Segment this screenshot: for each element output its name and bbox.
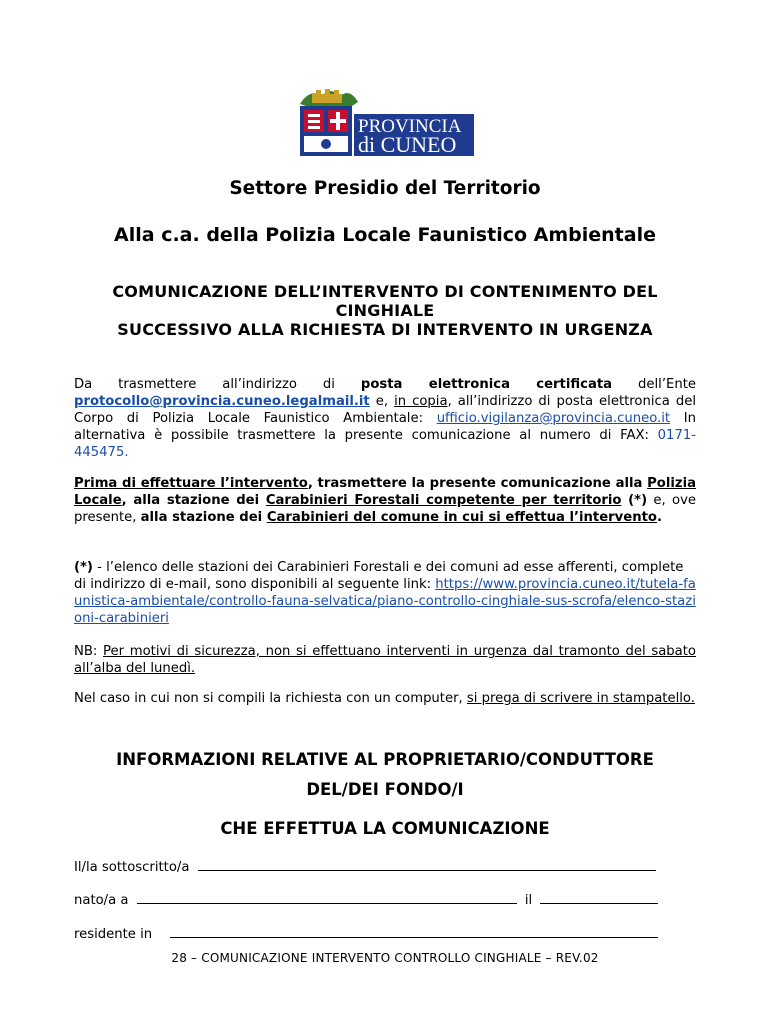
transmission-instructions: Da trasmettere all’indirizzo di posta elettronica certificata dell’Ente protocollo@provincia.cuneo.legalmail.it e, in copia, all’indirizzo di posta elettronica del Corpo di Polizia Locale Faunistico Ambientale: ufficio.vigilanza@provincia.cuneo.it In alternativa è possibile trasmettere la presente comunicazione al numero di FAX: 0171-445475. <box>74 377 697 460</box>
communication-title-line1: COMUNICAZIONE DELL’INTERVENTO DI CONTENIMENTO DEL <box>112 282 658 301</box>
coat-of-arms-icon <box>300 106 352 156</box>
residence-field-row <box>74 925 658 942</box>
signer-input-line[interactable] <box>198 858 656 871</box>
owner-info-title-line3: CHE EFFETTUA LA COMUNICAZIONE <box>220 819 550 838</box>
owner-info-title-line2: DEL/DEI FONDO/I <box>306 780 464 799</box>
born-label: nato/a a <box>74 893 129 908</box>
page-footer: 28 – COMUNICAZIONE INTERVENTO CONTROLLO CINGHIALE – REV.02 <box>171 951 599 965</box>
birthplace-input-line[interactable] <box>137 891 517 904</box>
sector-title: Settore Presidio del Territorio <box>229 178 541 199</box>
logo-text-line1: PROVINCIA <box>358 116 462 137</box>
birth-field-row <box>74 891 658 908</box>
carabinieri-stations-link[interactable]: https://www.provincia.cuneo.it/tutela-faunistica-ambientale/controllo-fauna-selvatica/piano-controllo-cinghiale-sus-scrofa/elenco-stazioni-carabinieri <box>74 577 696 626</box>
residence-input-line[interactable] <box>170 925 658 938</box>
logo-text-line2: di CUNEO <box>358 132 457 157</box>
safety-note: NB: Per motivi di sicurezza, non si effettuano interventi in urgenza dal tramonto del sabato all’alba del lunedì. <box>74 644 696 676</box>
date-label: il <box>524 893 533 908</box>
owner-info-title-line1: INFORMAZIONI RELATIVE AL PROPRIETARIO/CONDUTTORE <box>116 750 654 769</box>
fax-number: 0171-445475. <box>74 428 696 460</box>
before-intervention-notice: Prima di effettuare l’intervento, trasmettere la presente comunicazione alla Polizia Locale, alla stazione dei Carabinieri Forestali competente per territorio (*) e, ove presente, alla stazione dei Carabinieri del comune in cui si effettua l’intervento. <box>74 476 697 525</box>
resident-label: residente in <box>74 927 153 942</box>
vigilanza-email-link[interactable]: ufficio.vigilanza@provincia.cuneo.it <box>436 411 671 426</box>
pec-email-link[interactable]: protocollo@provincia.cuneo.legalmail.it <box>74 394 370 409</box>
communication-title-line3: SUCCESSIVO ALLA RICHIESTA DI INTERVENTO IN URGENZA <box>117 320 653 339</box>
carabinieri-list-note: (*) - l’elenco delle stazioni dei Carabinieri Forestali e dei comuni ad esse afferenti, complete di indirizzo di e-mail, sono disponibili al seguente link: https://www.provincia.cuneo.it/tutela-faunistica-ambientale/controllo-fauna-selvatica/piano-controllo-cinghiale-sus-scrofa/elenco-stazioni-carabinieri <box>74 560 696 626</box>
block-letters-note: Nel caso in cui non si compili la richiesta con un computer, si prega di scrivere in stampatello. <box>74 691 695 706</box>
provincia-cuneo-logo <box>296 86 476 158</box>
communication-title-line2: CINGHIALE <box>335 301 435 320</box>
signer-label: Il/la sottoscritto/a <box>74 860 190 875</box>
communication-title <box>60 282 710 339</box>
birthdate-input-line[interactable] <box>540 891 658 904</box>
attention-title: Alla c.a. della Polizia Locale Faunistico Ambientale <box>114 224 656 246</box>
crown-icon <box>300 89 358 106</box>
signer-field-row <box>74 858 656 875</box>
